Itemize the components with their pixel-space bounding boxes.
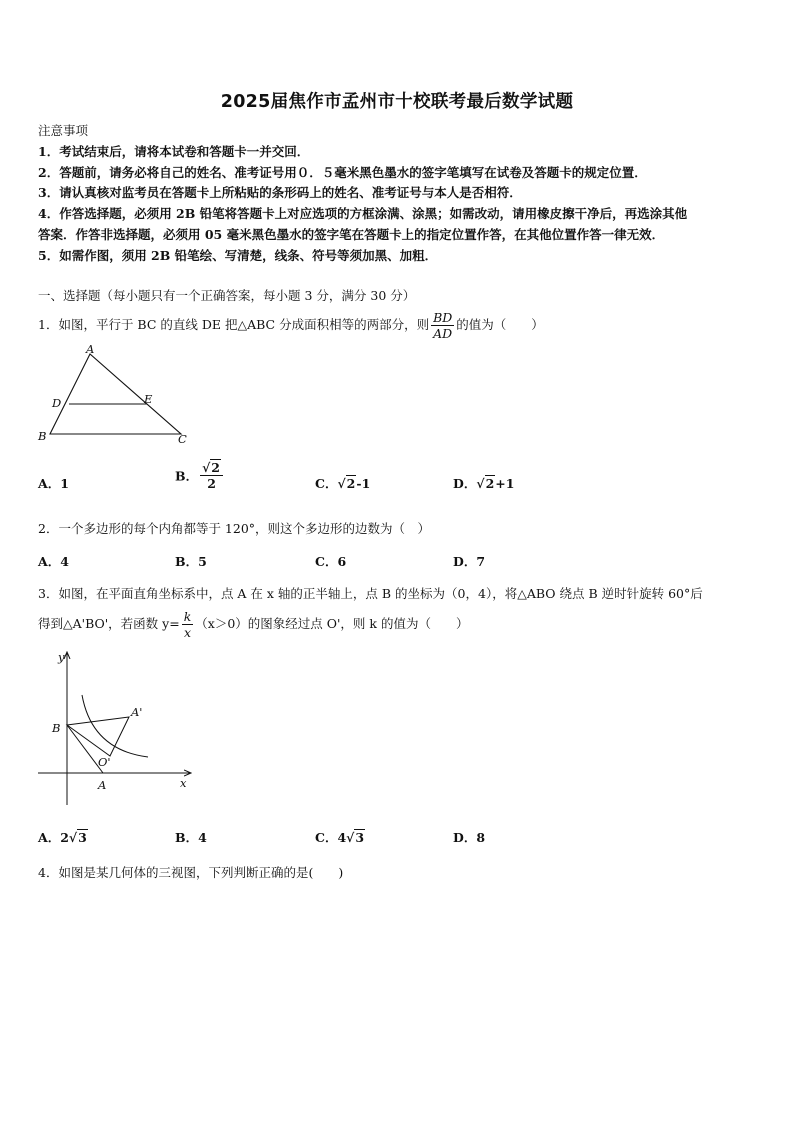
label-x: x: [180, 776, 187, 790]
sqrt-symbol: √2: [337, 476, 356, 491]
label-d: D: [52, 396, 62, 410]
q2-option-c[interactable]: C．6: [315, 554, 347, 569]
q2-stem: 2．一个多边形的每个内角都等于 120°，则这个多边形的边数为（ ）: [38, 521, 431, 536]
notice-block: [38, 121, 687, 267]
sqrt-radicand: 2: [485, 476, 495, 491]
q3-stem-before: 得到△A'BO'，若函数 y=: [38, 616, 180, 631]
q3-option-a[interactable]: [38, 828, 88, 846]
notice-item: 5．如需作图，须用 2B 铅笔绘、写清楚，线条、符号等须加黑、加粗．: [38, 247, 438, 263]
q3-frac-den: x: [183, 625, 191, 640]
label-b: B: [38, 429, 47, 443]
option-b-num: √2: [200, 460, 223, 476]
notice-item: 4．作答选择题，必须用 2B 铅笔将答题卡上对应选项的方框涂满、涂黑；如需改动，请用橡皮擦干净后，再选涂其他: [38, 206, 688, 222]
label-e: E: [144, 392, 153, 406]
q1-option-c[interactable]: [315, 474, 370, 492]
notice-item: 2．答题前，请务必将自己的姓名、准考证号用０．５毫米黑色墨水的签字笔填写在试卷及答题卡的规定位置．: [38, 164, 647, 180]
option-b-den: 2: [207, 476, 216, 491]
q3-fraction: [182, 609, 194, 640]
notice-item: 3．请认真核对监考员在答题卡上所粘贴的条形码上的姓名、准考证号与本人是否相符．: [38, 185, 522, 201]
label-a-prime: A': [131, 705, 143, 719]
q3-option-b[interactable]: B．4: [175, 830, 207, 845]
q3-stem-line1: 3．如图，在平面直角坐标系中，点 A 在 x 轴的正半轴上，点 B 的坐标为（0，4），将△ABO 绕点 B 逆时针旋转 60°后: [38, 586, 703, 601]
q4-stem: 4．如图是某几何体的三视图，下列判断正确的是( ): [38, 865, 344, 880]
label-y: y: [58, 650, 65, 664]
q1-fraction: [431, 310, 454, 341]
q3-option-d[interactable]: D．8: [453, 830, 486, 845]
q3-stem-line2: [38, 607, 468, 641]
q1-stem-before: 1．如图，平行于 BC 的直线 DE 把△ABC 分成面积相等的两部分，则: [38, 317, 430, 332]
option-value: +1: [495, 476, 515, 491]
notice-item: 答案．作答非选择题，必须用 05 毫米黑色墨水的签字笔在答题卡上的指定位置作答，在其他位置作答一律无效．: [38, 226, 665, 242]
notice-item: 1．考试结束后，请将本试卷和答题卡一并交回．: [38, 143, 310, 159]
q1-stem: [38, 308, 544, 342]
triangle-a-prime-b-o-prime: [67, 717, 129, 756]
q2-option-a[interactable]: A．4: [38, 554, 69, 569]
sqrt-symbol: √3: [346, 830, 365, 845]
q1-frac-den: AD: [433, 326, 453, 341]
label-c: C: [178, 432, 187, 446]
sqrt-symbol: √2: [476, 476, 495, 491]
q1-option-a[interactable]: [38, 474, 69, 492]
option-label: A．: [38, 476, 61, 491]
sqrt-symbol: √3: [68, 830, 87, 845]
label-o-prime: O': [98, 755, 111, 769]
option-label: D．: [453, 476, 477, 491]
q1-frac-num: BD: [433, 310, 453, 325]
sqrt-radicand: 3: [78, 830, 87, 845]
label-b: B: [52, 721, 61, 735]
option-label: C．4: [315, 830, 347, 845]
q1-option-b[interactable]: [175, 460, 225, 491]
q3-coordinate-figure: [30, 645, 205, 810]
option-label: C．: [315, 476, 338, 491]
option-b-fraction: [200, 460, 223, 491]
sqrt-radicand: 2: [346, 476, 356, 491]
q2-option-d[interactable]: D．7: [453, 554, 486, 569]
triangle-abc: [50, 354, 181, 434]
option-value: -1: [356, 476, 371, 491]
label-a: A: [86, 343, 95, 356]
q3-option-c[interactable]: [315, 828, 365, 846]
sqrt-radicand: 3: [355, 830, 365, 845]
option-value: 1: [60, 476, 69, 491]
q1-triangle-figure: [30, 343, 200, 448]
exam-title: 2025届焦作市孟州市十校联考最后数学试题: [220, 92, 574, 112]
option-label: A．2: [38, 830, 69, 845]
q1-stem-after: 的值为（ ）: [456, 317, 544, 332]
q3-stem-after: （x＞0）的图象经过点 O'，则 k 的值为（ ）: [195, 616, 469, 631]
q2-option-b[interactable]: B．5: [175, 554, 207, 569]
q3-frac-num: k: [183, 609, 192, 624]
label-a: A: [98, 778, 107, 792]
notice-heading: 注意事项: [38, 123, 89, 138]
sqrt-radicand: 2: [211, 460, 220, 475]
section-heading: 一、选择题（每小题只有一个正确答案，每小题 3 分，满分 30 分）: [38, 288, 416, 303]
option-label: B．: [175, 468, 199, 484]
q1-option-d[interactable]: [453, 474, 514, 492]
